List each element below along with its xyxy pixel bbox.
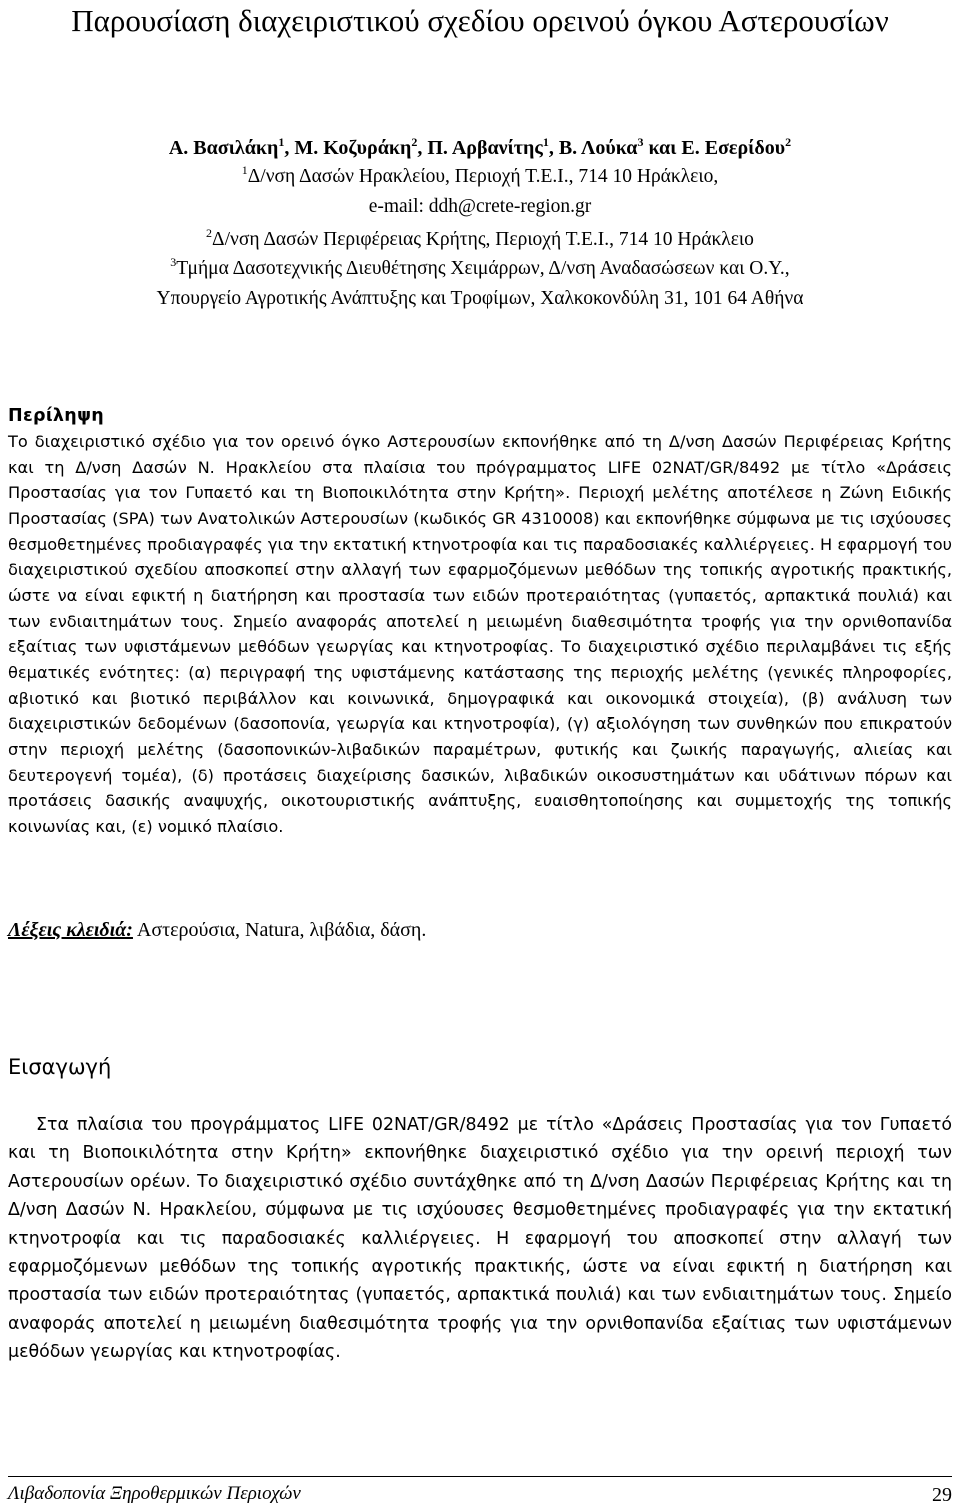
affiliation-text: Τμήμα Δασοτεχνικής Διευθέτησης Χειμάρρων, Δ/νση Αναδασώσεων και Ο.Υ., [176,258,790,279]
introduction-body: Στα πλαίσια του προγράμματος LIFE 02NAT/GR/8492 με τίτλο «Δράσεις Προστασίας για τον Γυπαετό και τη Βιοποικιλότητα στην Κρήτη» εκπονήθηκε διαχειριστικό σχέδιο για την ορεινή περιοχή των Αστερουσίων ορέων. Το διαχειριστικό σχέδιο συντάχθηκε από τη Δ/νση Δασών Περιφέρειας Κρήτης και τη Δ/νση Δασών Ν. Ηρακλείου, σύμφωνα με τις ισχύουσες θεσμοθετημένες προδιαγραφές για την εκτατική κτηνοτροφία και τις παραδοσιακές καλλιέργειες. Η εφαρμογή του αποσκοπεί στην αλλαγή των εφαρμοζόμενων μεθόδων της τοπικής αγροτικής πρακτικής, ώστε να είναι εφικτή η διατήρηση και προστασία των ειδών προτεραιότητας (γυπαετός, αρπακτικά πουλιά) και των ενδιαιτημάτων τους. Σημείο αναφοράς αποτελεί η μειωμένη διαθεσιμότητα τροφής για την ορνιθοπανίδα εξαίτιας των υφιστάμενων μεθόδων γεωργίας και κτηνοτροφίας. [8,1115,952,1363]
author-affiliation-mark: 3 [637,135,644,149]
affiliation-email: e-mail: ddh@crete-region.gr [368,196,592,217]
author-affiliation-mark: 1 [278,135,285,149]
affiliation-1-line-1 [0,164,960,190]
affiliation-text: Δ/νση Δασών Περιφέρειας Κρήτης, Περιοχή Τ.Ε.Ι., 714 10 Ηράκλειο [212,229,754,250]
author-name: Α. Βασιλάκη [168,137,279,159]
affiliation-3-line-2 [0,286,960,312]
author-separator: , [548,137,559,159]
author-affiliation-mark: 2 [411,135,418,149]
affiliation-text: Υπουργείο Αγροτικής Ανάπτυξης και Τροφίμων, Χαλκοκονδύλη 31, 101 64 Αθήνα [156,288,804,309]
abstract-heading: Περίληψη [8,406,105,426]
author-separator: , [284,137,295,159]
page-number: 29 [932,1484,952,1506]
affiliation-1-line-2 [0,194,960,220]
author-conjunction: και [643,137,682,159]
keywords-text: Αστερούσια, Natura, λιβάδια, δάση. [136,919,427,941]
author-separator: , [417,137,428,159]
introduction-heading: Εισαγωγή [8,1055,112,1079]
affiliation-text: Δ/νση Δασών Ηρακλείου, Περιοχή Τ.Ε.Ι., 714 10 Ηράκλειο, [247,166,719,187]
affiliation-mark: 3 [170,255,177,269]
author-name: Ε. Εσερίδου [681,137,786,159]
paper-title: Παρουσίαση διαχειριστικού σχεδίου ορεινού όγκου Αστερουσίων [71,3,889,38]
abstract-body: Το διαχειριστικό σχέδιο για τον ορεινό όγκο Αστερουσίων εκπονήθηκε από τη Δ/νση Δασών Περιφέρειας Κρήτης και τη Δ/νση Δασών Ν. Ηρακλείου στα πλαίσια του πρόγραμματος LIFE 02NAT/GR/8492 με τίτλο «Δράσεις Προστασίας για τον Γυπαετό και τη Βιοποικιλότητα στην Κρήτη». Περιοχή μελέτης αποτέλεσε η Ζώνη Ειδικής Προστασίας (SPA) των Ανατολικών Αστερουσίων (κωδικός GR 4310008) και εκπονήθηκε σύμφωνα με τις ισχύουσες θεσμοθετημένες προδιαγραφές για την εκτατική κτηνοτροφία και τις παραδοσιακές καλλιέργειες. Η εφαρμογή του διαχειριστικού σχεδίου αποσκοπεί στην αλλαγή των εφαρμοζόμενων μεθόδων της τοπικής αγροτικής πρακτικής, ώστε να είναι εφικτή η διατήρηση και προστασία των ειδών προτεραιότητας (γυπαετός, αρπακτικά πουλιά) και των ενδιαιτημάτων τους. Σημείο αναφοράς αποτελεί η μειωμένη διαθεσιμότητα τροφής για την ορνιθοπανίδα εξαίτιας των υφιστάμενων μεθόδων γεωργίας και κτηνοτροφίας. Το διαχειριστικό σχέδιο περιλαμβάνει τις εξής θεματικές ενότητες: (α) περιγραφή της υφιστάμενης κατάστασης της περιοχής μελέτης (γενικές πληροφορίες, αβιοτικό και βιοτικό περιβάλλον και κοινωνικά, δημογραφικά και οικονομικά στοιχεία), (β) ανάλυση των διαχειριστικών δεδομένων (δασοπονία, γεωργία και κτηνοτροφία), (γ) αξιολόγηση των συνθηκών που επικρατούν στην περιοχή μελέτης (δασοπονικών-λιβαδικών παραμέτρων, φυτικής και ζωικής παραγωγής, αλιείας και δευτερογενή τομέα), (δ) προτάσεις διαχείρισης δασικών, λιβαδικών οικοσυστημάτων και υδάτινων πόρων και προτάσεις δασικής αναψυχής, οικοτουριστικής ανάπτυξης, ευαισθητοποίησης και συμμετοχής της τοπικής κοινωνίας και, (ε) νομικό πλαίσιο. [8,432,952,836]
affiliation-3-line-1 [0,256,960,282]
affiliation-2 [0,227,960,253]
affiliation-mark: 2 [206,226,213,240]
keywords-label: Λέξεις κλειδιά: [8,919,133,941]
footer-divider [8,1476,952,1477]
keywords-line [8,915,952,945]
author-list [20,134,940,162]
author-name: Β. Λούκα [558,137,638,159]
author-affiliation-mark: 2 [785,135,792,149]
running-footer-title: Λιβαδοπονία Ξηροθερμικών Περιοχών [8,1483,301,1504]
author-name: Μ. Κοζυράκη [294,137,412,159]
author-affiliation-mark: 1 [542,135,549,149]
affiliation-mark: 1 [241,163,248,177]
author-name: Π. Αρβανίτης [427,137,543,159]
